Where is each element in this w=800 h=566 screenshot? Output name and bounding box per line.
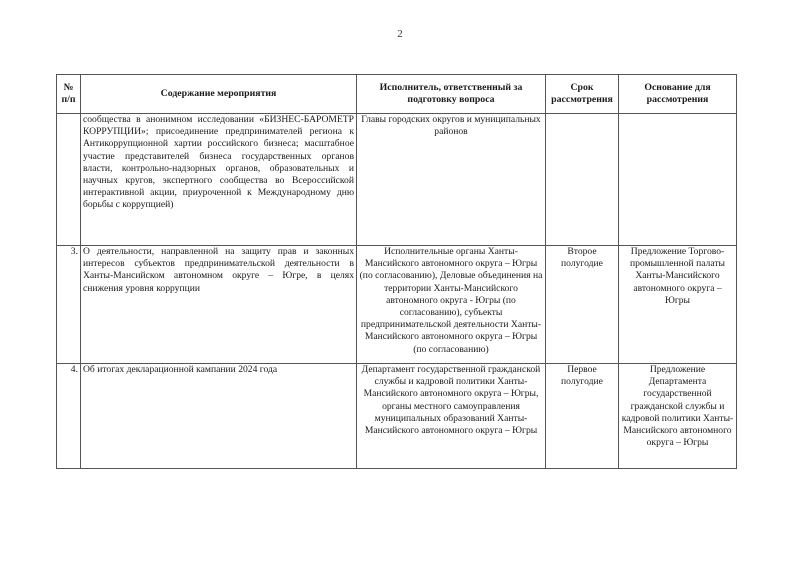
header-basis: Основание для рассмотрения [619,75,737,114]
cell-basis [619,114,737,246]
table-row [57,114,737,246]
cell-term: Первое полугодие [546,364,619,469]
cell-num: 4. [57,364,81,469]
table-row [57,246,737,364]
header-content: Содержание мероприятия [81,75,357,114]
header-num: № п/п [57,75,81,114]
cell-content: О деятельности, направленной на защиту прав и законных интересов субъектов предпринимательской деятельности в Ханты-Мансийском автономном округе – Югре, в целях снижения уровня коррупции [81,246,357,364]
table-header-row [57,75,737,114]
table-row [57,364,737,469]
cell-content: сообщества в анонимном исследовании «БИЗНЕС-БАРОМЕТР КОРРУПЦИИ»; присоединение предпринимателей региона к Антикоррупционной хартии российского бизнеса; масштабное участие представителей бизнеса государственных органов власти, контрольно-надзорных органов, образовательных и научных кругов, экспертного сообщества во Всероссийской интерактивной акции, приуроченной к Международному дню борьбы с коррупцией) [81,114,357,246]
header-term: Срок рассмотрения [546,75,619,114]
cell-term: Второе полугодие [546,246,619,364]
cell-content: Об итогах декларационной кампании 2024 года [81,364,357,469]
cell-basis: Предложение Торгово-промышленной палаты Ханты-Мансийского автономного округа – Югры [619,246,737,364]
cell-executor: Исполнительные органы Ханты-Мансийского автономного округа – Югры (по согласованию), Деловые объединения на территории Ханты-Мансийского автономного округа - Югры (по согласованию), субъекты предпринимательской деятельности Ханты-Мансийского автономного округа – Югры (по согласованию) [357,246,546,364]
page-number: 2 [397,28,403,40]
cell-executor: Главы городских округов и муниципальных районов [357,114,546,246]
cell-basis: Предложение Департамента государственной гражданской службы и кадровой политики Ханты-Мансийского автономного округа – Югры [619,364,737,469]
header-executor: Исполнитель, ответственный за подготовку вопроса [357,75,546,114]
events-plan-table [56,74,737,469]
cell-num: 3. [57,246,81,364]
cell-term [546,114,619,246]
cell-num [57,114,81,246]
cell-executor: Департамент государственной гражданской службы и кадровой политики Ханты-Мансийского автономного округа – Югры, органы местного самоуправления муниципальных образований Ханты-Мансийского автономного округа – Югры [357,364,546,469]
